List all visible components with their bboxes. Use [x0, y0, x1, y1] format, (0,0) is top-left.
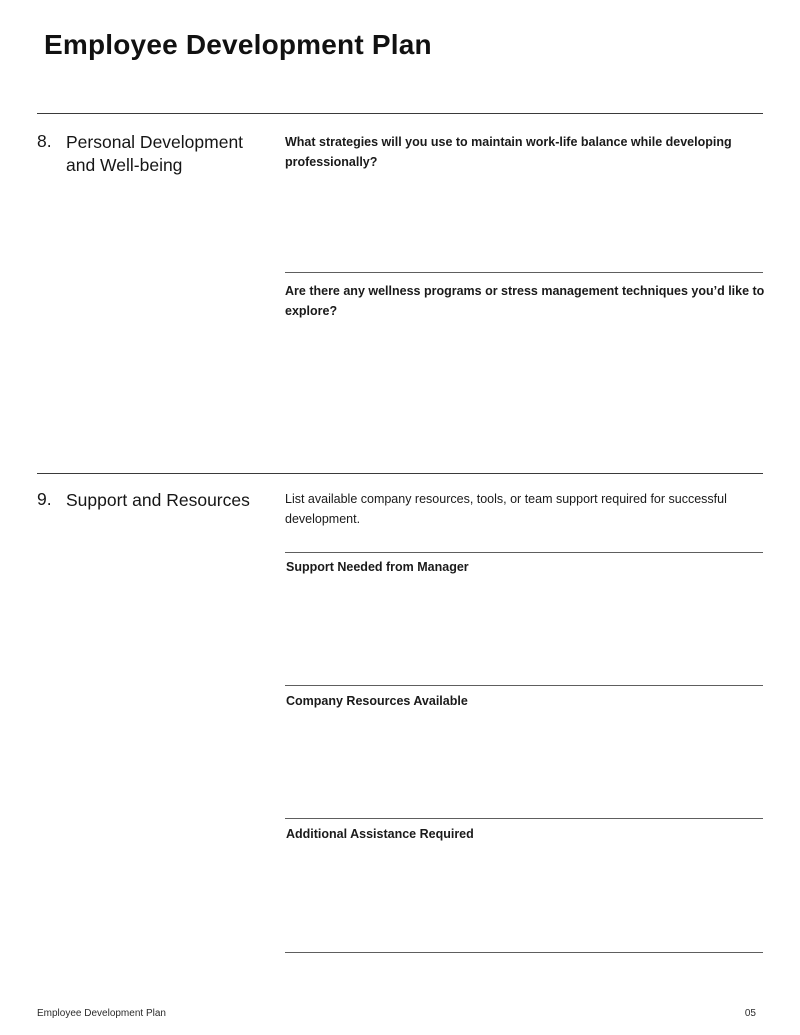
page-title: Employee Development Plan [44, 29, 432, 60]
field-topline [285, 552, 763, 553]
field-label: Additional Assistance Required [286, 827, 474, 841]
answer-space [285, 322, 763, 472]
footer-title: Employee Development Plan [37, 1008, 166, 1019]
field-topline [285, 818, 763, 819]
section-number: 8. [37, 131, 52, 151]
answer-space [285, 173, 763, 271]
answer-space [285, 580, 763, 684]
question-label: What strategies will you use to maintain work-life balance while developing professionally? [285, 135, 732, 169]
section-title: Personal Development and Well-being [66, 132, 244, 175]
question-label: Are there any wellness programs or stress management techniques you’d like to explore? [285, 284, 765, 318]
field-topline [285, 685, 763, 686]
page-number: 05 [744, 1008, 756, 1019]
section-divider [37, 473, 763, 474]
answer-space [285, 714, 763, 817]
section-description: List available company resources, tools, or team support required for successful development. [285, 492, 727, 526]
field-underline [285, 272, 763, 273]
section-number: 9. [37, 489, 52, 509]
field-label: Support Needed from Manager [286, 560, 469, 574]
section-divider [37, 113, 763, 114]
section-title: Support and Resources [66, 490, 250, 510]
field-underline [285, 952, 763, 953]
answer-space [285, 847, 763, 951]
field-label: Company Resources Available [286, 694, 468, 708]
